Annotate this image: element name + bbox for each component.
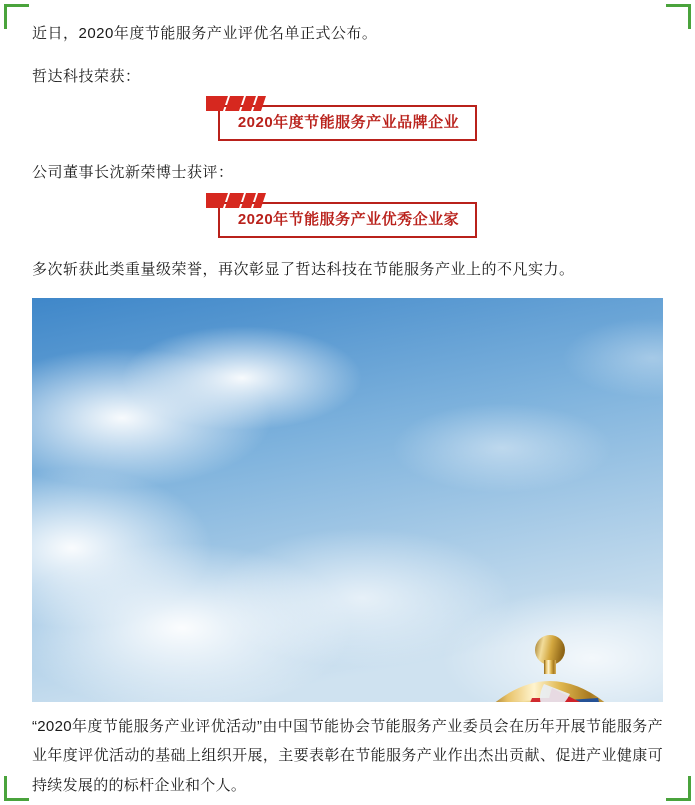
paragraph-intro: 近日，2020年度节能服务产业评优名单正式公布。 bbox=[32, 25, 378, 42]
trophy-photo bbox=[32, 298, 663, 702]
photo-caption: “2020年度节能服务产业评优活动”由中国节能协会节能服务产业委员会在历年开展节能服务产业年度评优活动的基础上组织开展，主要表彰在节能服务产业作出杰出贡献、促进产业健康可持续发展的的标杆企业和个人。 bbox=[32, 718, 663, 794]
paragraph-company-awards: 哲达科技荣获： bbox=[32, 67, 141, 85]
frame-corner-top-right-icon bbox=[666, 4, 691, 29]
award-badge-outstanding-entrepreneur bbox=[218, 202, 477, 238]
award-badge-row-1 bbox=[32, 105, 663, 141]
trophy-photo-graphic bbox=[32, 298, 663, 702]
paragraph-chairman: 公司董事长沈新荣博士获评： bbox=[32, 164, 234, 181]
award-badge-label: 2020年度节能服务产业品牌企业 bbox=[237, 114, 460, 131]
award-badge-row-2 bbox=[32, 202, 663, 238]
article-content bbox=[32, 14, 663, 800]
paragraph-summary: 多次斩获此类重量级荣誉，再次彰显了哲达科技在节能服务产业上的不凡实力。 bbox=[32, 260, 575, 278]
frame-corner-top-left-icon bbox=[4, 4, 29, 29]
frame-corner-bottom-left-icon bbox=[4, 776, 29, 801]
ribbon-flags-icon bbox=[206, 94, 278, 112]
award-badge-brand-enterprise bbox=[218, 105, 477, 141]
award-badge-label: 2020年节能服务产业优秀企业家 bbox=[237, 210, 460, 228]
frame-corner-bottom-right-icon bbox=[666, 776, 691, 801]
ribbon-flags-icon bbox=[206, 191, 278, 209]
